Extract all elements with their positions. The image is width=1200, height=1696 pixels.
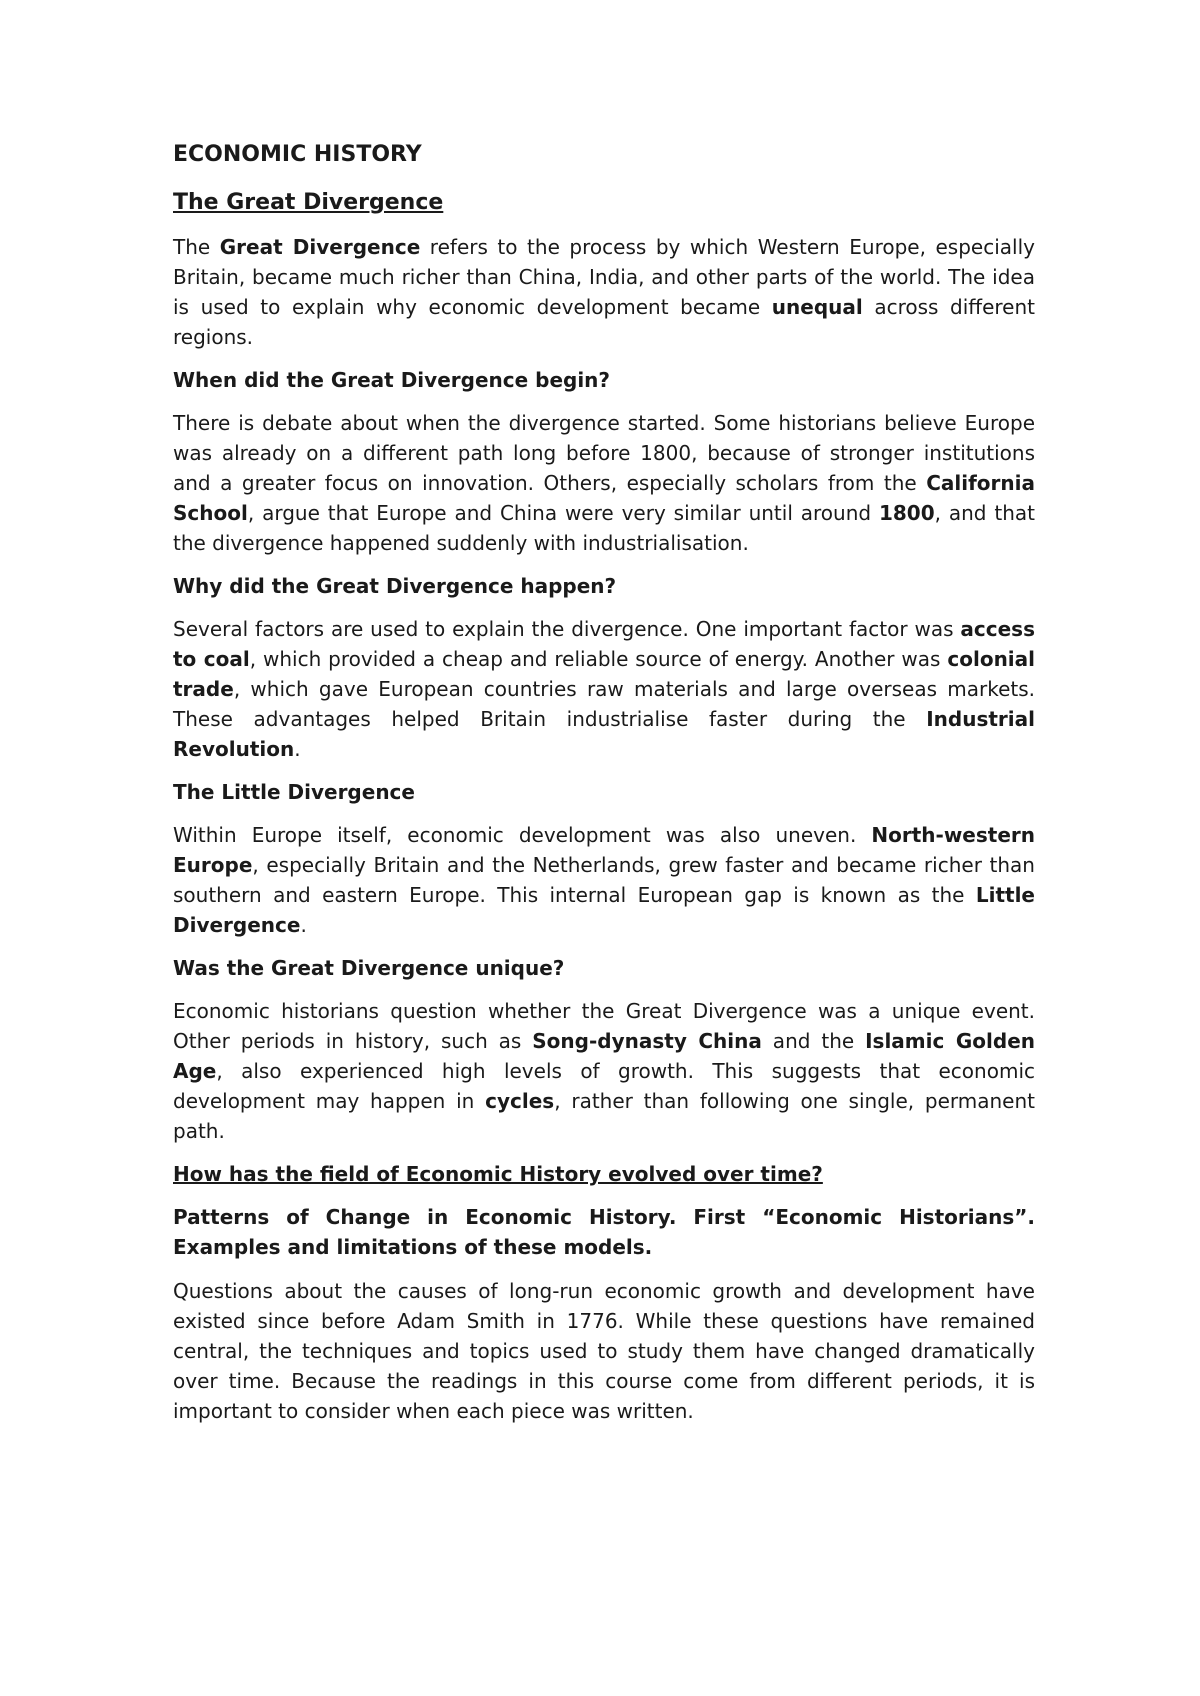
section-heading-why: Why did the Great Divergence happen? — [173, 574, 617, 598]
unique-paragraph: Economic historians question whether the Great Divergence was a unique event. Other periods in history, such as Song-dynasty China and the Islamic Golden Age, also experienced high levels of growth. This suggests that economic development may happen in cycles, rather than following one single, permanent path. — [173, 999, 1036, 1143]
begin-paragraph: There is debate about when the divergence started. Some historians believe Europe was already on a different path long before 1800, because of stronger institutions and a greater focus on innovation. Others, especially scholars from the California School, argue that Europe and China were very similar until around 1800, and that the divergence happened suddenly with industrialisation. — [173, 411, 1035, 555]
document-title: ECONOMIC HISTORY — [173, 142, 422, 167]
section-heading-begin: When did the Great Divergence begin? — [173, 368, 611, 392]
section-heading-little: The Little Divergence — [173, 780, 415, 804]
little-paragraph: Within Europe itself, economic development was also uneven. North-western Europe, especially Britain and the Netherlands, grew faster and became richer than southern and eastern Europe. This internal European gap is known as the Little Divergence. — [173, 823, 1035, 937]
section-heading-unique: Was the Great Divergence unique? — [173, 956, 565, 980]
document-page — [173, 140, 1035, 1440]
intro-paragraph: The Great Divergence refers to the process by which Western Europe, especially Britain, became much richer than China, India, and other parts of the world. The idea is used to explain why economic development became unequal across different regions. — [173, 235, 1035, 349]
field-paragraph: Questions about the causes of long-run economic growth and development have existed since before Adam Smith in 1776. While these questions have remained central, the techniques and topics used to study them have changed dramatically over time. Because the readings in this course come from different periods, it is important to consider when each piece was written. — [173, 1279, 1035, 1423]
field-subheading: Patterns of Change in Economic History. First “Economic Historians”. Examples and limitations of these models. — [173, 1205, 1035, 1259]
why-paragraph: Several factors are used to explain the divergence. One important factor was access to coal, which provided a cheap and reliable source of energy. Another was colonial trade, which gave European countries raw materials and large overseas markets. These advantages helped Britain industrialise faster during the Industrial Revolution. — [173, 617, 1036, 761]
main-heading: The Great Divergence — [173, 190, 444, 215]
section-heading-field: How has the field of Economic History evolved over time? — [173, 1162, 823, 1186]
